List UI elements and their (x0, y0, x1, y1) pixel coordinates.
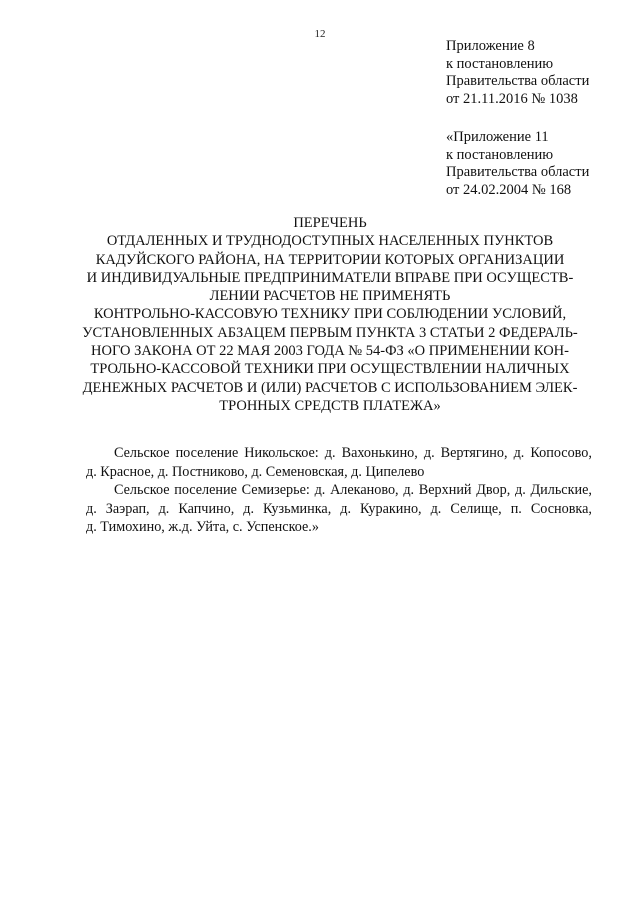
appendix-line: от 21.11.2016 № 1038 (446, 90, 578, 107)
text-line: д. Тимохино, ж.д. Уйта, с. Успенское.» (86, 519, 319, 536)
word: д. (430, 500, 442, 517)
appendix-line: Приложение 8 (446, 38, 535, 54)
word: Селище, (450, 500, 502, 517)
word: Вахонькино, (341, 445, 418, 461)
word: поселение (174, 482, 237, 499)
appendix-line: от 24.02.2004 № 168 (446, 181, 572, 198)
title-line: ТРОЛЬНО-КАССОВОЙ ТЕХНИКИ ПРИ ОСУЩЕСТВЛЕНИИ НАЛИЧНЫХ (90, 361, 570, 378)
word: д. (403, 482, 415, 499)
title-line: УСТАНОВЛЕННЫХ АБЗАЦЕМ ПЕРВЫМ ПУНКТА 3 СТАТЬИ 2 ФЕДЕРАЛЬ- (82, 324, 578, 341)
word: д. (86, 500, 97, 517)
appendix-line: Правительства области (446, 164, 590, 180)
word: д. (513, 445, 525, 461)
settlement-paragraph-semizerye (86, 481, 592, 537)
word: Заэрап, (105, 500, 150, 517)
word: д. (158, 500, 170, 517)
appendix-line: к постановлению (446, 146, 554, 163)
word: д. (314, 482, 326, 499)
title-line: ТРОННЫХ СРЕДСТВ ПЛАТЕЖА» (219, 397, 441, 414)
appendix-line: «Приложение 11 (446, 129, 549, 145)
word: д. (514, 482, 526, 499)
word: Алеканово, (330, 482, 399, 499)
text-line (86, 444, 592, 463)
word: Вертягино, (440, 445, 508, 461)
title-line: КАДУЙСКОГО РАЙОНА, НА ТЕРРИТОРИИ КОТОРЫХ ОРГАНИЗАЦИИ (95, 251, 565, 268)
word: Семизерье: (241, 482, 310, 499)
document-title (60, 214, 600, 415)
settlement-paragraph-nikolskoe (86, 444, 592, 481)
text-line (86, 500, 592, 519)
word: Кузьминка, (263, 500, 332, 517)
word: д. (324, 445, 336, 461)
title-line: ПЕРЕЧЕНЬ (293, 215, 367, 231)
title-line: КОНТРОЛЬНО-КАССОВУЮ ТЕХНИКУ ПРИ СОБЛЮДЕНИИ УСЛОВИЙ, (93, 306, 567, 323)
word: Сельское (114, 445, 170, 461)
word: п. (510, 500, 522, 517)
word: поселение (175, 445, 239, 461)
title-line: ОТДАЛЕННЫХ И ТРУДНОДОСТУПНЫХ НАСЕЛЕННЫХ ПУНКТОВ (106, 233, 554, 250)
word: Двор, (476, 482, 511, 499)
title-line: ДЕНЕЖНЫХ РАСЧЕТОВ И (ИЛИ) РАСЧЕТОВ С ИСПОЛЬЗОВАНИЕМ ЭЛЕК- (82, 379, 578, 396)
appendix-line: к постановлению (446, 55, 554, 72)
title-line: ЛЕНИИ РАСЧЕТОВ НЕ ПРИМЕНЯТЬ (209, 288, 451, 305)
word: Сельское (114, 482, 170, 499)
word: Верхний (418, 482, 472, 499)
word: Капчино, (178, 500, 235, 517)
text-line (86, 481, 592, 500)
settlements-list (86, 444, 592, 537)
page-number: 12 (314, 28, 326, 40)
word: д. (423, 445, 435, 461)
word: Копосово, (530, 445, 592, 461)
text-line: д. Красное, д. Постниково, д. Семеновская, д. Ципелево (86, 463, 425, 480)
title-line: И ИНДИВИДУАЛЬНЫЕ ПРЕДПРИНИМАТЕЛИ ВПРАВЕ ПРИ ОСУЩЕСТВ- (86, 269, 574, 286)
appendix-current-reference (446, 38, 589, 108)
word: Дильские, (530, 482, 592, 499)
word: Куракино, (360, 500, 422, 517)
word: д. (340, 500, 352, 517)
word: Никольское: (244, 445, 319, 461)
word: Сосновка, (530, 500, 592, 517)
word: д. (243, 500, 255, 517)
appendix-line: Правительства области (446, 73, 590, 89)
appendix-original-reference (446, 129, 589, 199)
title-line: НОГО ЗАКОНА ОТ 22 МАЯ 2003 ГОДА № 54-ФЗ «О ПРИМЕНЕНИИ КОН- (91, 343, 569, 360)
